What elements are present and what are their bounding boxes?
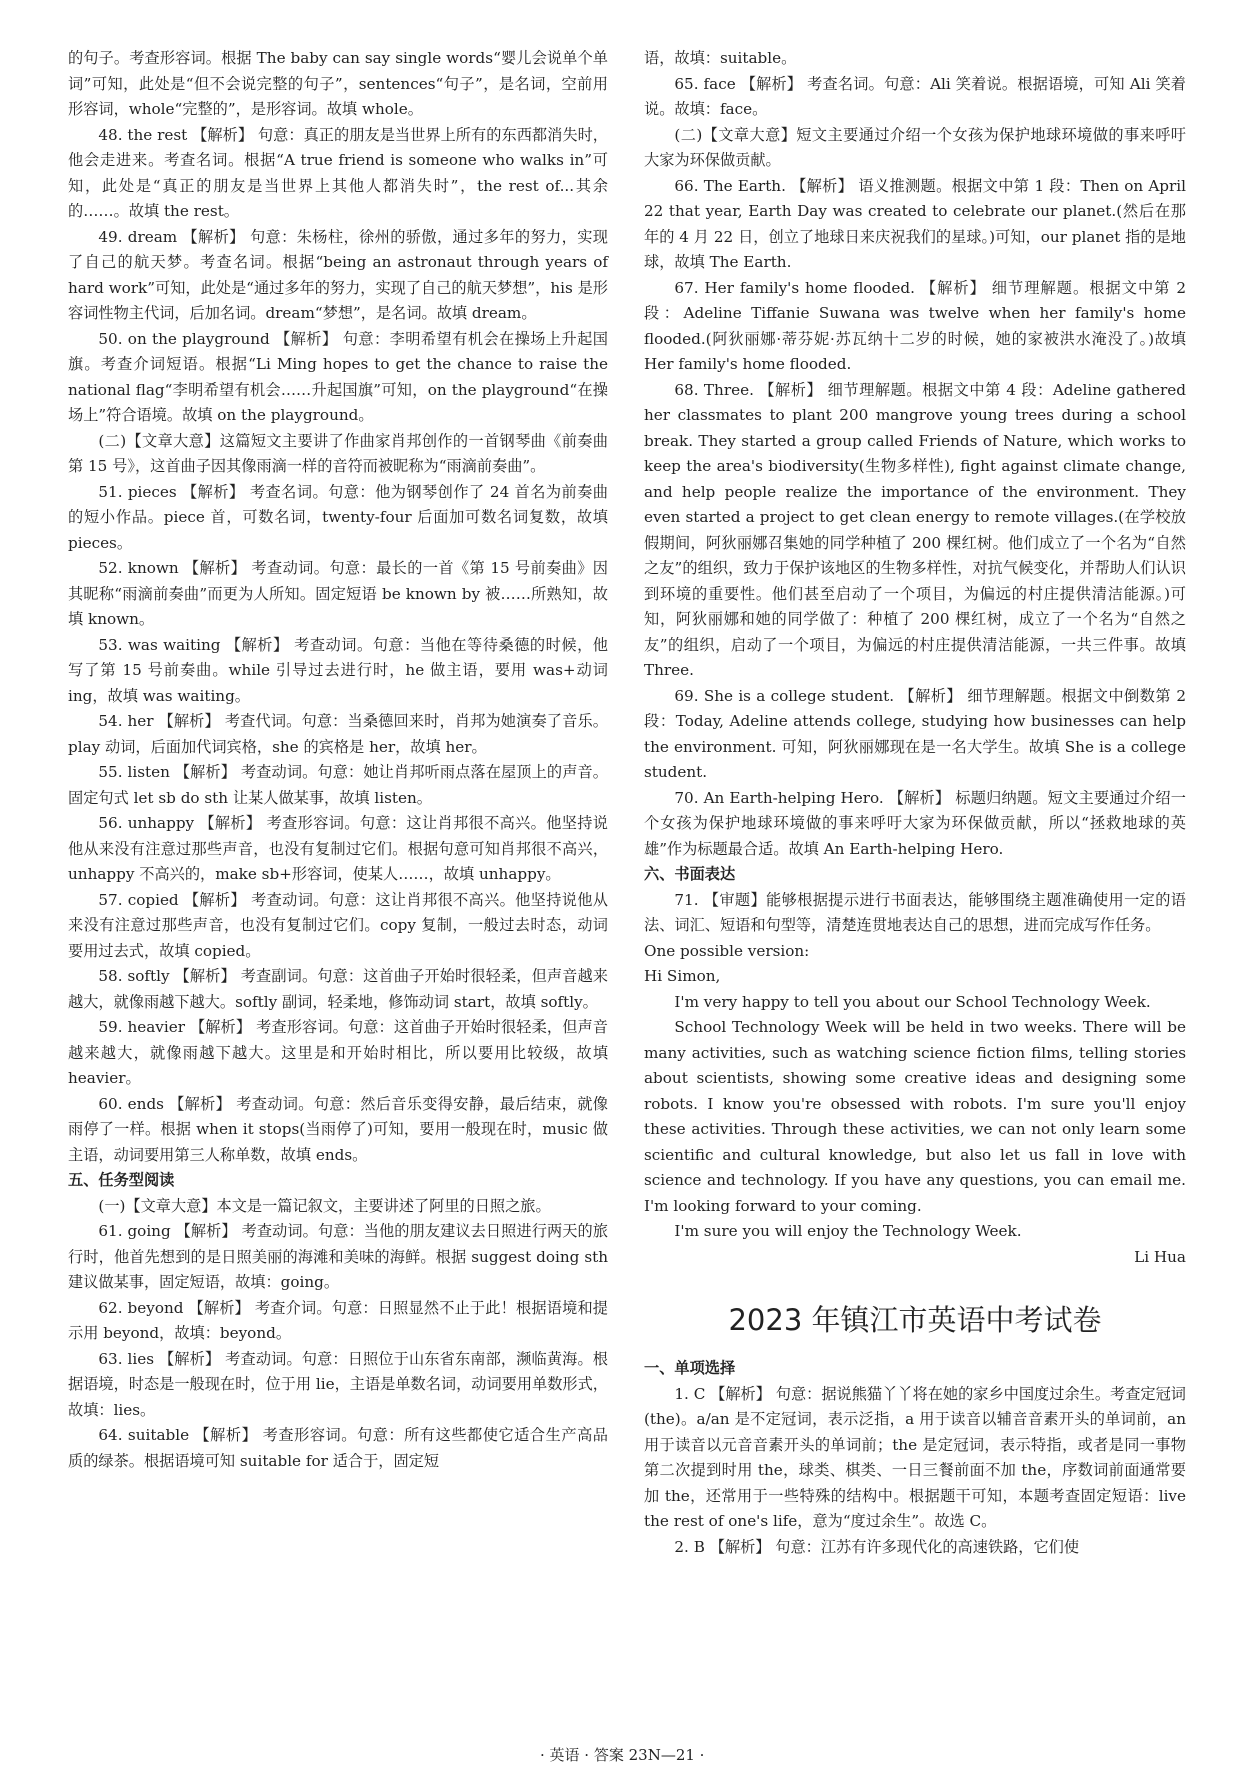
- answer-paragraph: 70. An Earth-helping Hero. 【解析】 标题归纳题。短文主要通过介绍一个女孩为保护地球环境做的事来呼吁大家为环保做贡献，所以“拯救地球的英雄”作为标题最合适。故填 An Earth-helping Hero.: [644, 788, 1186, 858]
- section-heading: 五、任务型阅读: [68, 1171, 175, 1189]
- answer-paragraph: 50. on the playground 【解析】 句意：李明希望有机会在操场上升起国旗。考查介词短语。根据“Li Ming hopes to get the chance to raise the national flag“李明希望有机会……升起国旗”可知，on the playground“在操场上”符合语境。故填 on the playground。: [68, 329, 608, 424]
- answer-paragraph: 62. beyond 【解析】 考查介词。句意：日照显然不止于此！根据语境和提示用 beyond，故填：beyond。: [68, 1298, 608, 1342]
- answer-paragraph: 56. unhappy 【解析】 考查形容词。句意：这让肖邦很不高兴。他坚持说他从来没有注意过那些声音，也没有复制过它们。根据句意可知肖邦很不高兴，unhappy 不高兴的，make sb+形容词，使某人……，故填 unhappy。: [68, 814, 608, 883]
- answer-paragraph: 68. Three. 【解析】 细节理解题。根据文中第 4 段：Adeline gathered her classmates to plant 200 mangrove young trees during a school break. They started a group called Friends of Nature, which works to keep the area's biodiversity(生物多样性), fight against climate change, and help people realize the importance of the environment. They even started a project to get clean energy to remote villages.(在学校放假期间，阿狄丽娜召集她的同学种植了 200 棵红树。他们成立了一个名为“自然之友”的组织，致力于保护该地区的生物多样性，对抗气候变化，并帮助人们认识到环境的重要性。他们甚至启动了一个项目，为偏远的村庄提供清洁能源。)可知，阿狄丽娜和她的同学做了：种植了 200 棵红树，成立了一个名为“自然之友”的组织，启动了一个项目，为偏远的村庄提供清洁能源，一共三件事。故填 Three.: [644, 380, 1186, 679]
- answer-paragraph: 66. The Earth. 【解析】 语义推测题。根据文中第 1 段：Then on April 22 that year, Earth Day was created to celebrate our planet.(然后在那年的 4 月 22 日，创立了地球日来庆祝我们的星球。)可知，our planet 指的是地球，故填 The Earth.: [644, 176, 1186, 271]
- answer-paragraph: 51. pieces 【解析】 考查名词。句意：他为钢琴创作了 24 首名为前奏曲的短小作品。piece 首，可数名词，twenty-four 后面加可数名词复数，故填 pieces。: [68, 482, 608, 552]
- answer-paragraph: 1. C 【解析】 句意：据说熊猫丫丫将在她的家乡中国度过余生。考查定冠词(the)。a/an 是不定冠词，表示泛指，a 用于读音以辅音音素开头的单词前，an 用于读音以元音音素开头的单词前；the 是定冠词，表示特指，或者是同一事物第二次提到时用 the，球类、棋类、一日三餐前面不加 the，序数词前面通常要加 the，还常用于一些特殊的结构中。根据题干可知，本题考查固定短语：live the rest of one's life，意为“度过余生”。故选 C。: [644, 1384, 1186, 1530]
- answer-paragraph: 48. the rest 【解析】 句意：真正的朋友是当世界上所有的东西都消失时，他会走进来。考查名词。根据“A true friend is someone who walks in”可知，此处是“真正的朋友是当世界上其他人都消失时”，the rest of...其余的……。故填 the rest。: [68, 125, 608, 220]
- answer-paragraph: 65. face 【解析】 考查名词。句意：Ali 笑着说。根据语境，可知 Ali 笑着说。故填：face。: [644, 74, 1186, 118]
- answer-paragraph: I'm sure you will enjoy the Technology Week.: [674, 1222, 1022, 1240]
- answer-paragraph: 54. her 【解析】 考查代词。句意：当桑德回来时，肖邦为她演奏了音乐。play 动词，后面加代词宾格，she 的宾格是 her，故填 her。: [68, 712, 608, 756]
- answer-paragraph: School Technology Week will be held in two weeks. There will be many activities, such as watching science fiction films, telling stories about scientists, showing some creative ideas and designing some robots. I know you're obsessed with robots. I'm sure you'll enjoy these activities. Through these activities, we can not only learn some scientific and cultural knowledge, but also let us fall in love with science and technology. If you have any questions, you can email me. I'm looking forward to your coming.: [644, 1018, 1186, 1215]
- exam-title: 2023 年镇江市英语中考试卷: [728, 1303, 1102, 1337]
- answer-paragraph: 2. B 【解析】 句意：江苏有许多现代化的高速铁路，它们使: [674, 1537, 1080, 1556]
- text-paragraph: Hi Simon,: [644, 967, 721, 985]
- section-heading: 六、书面表达: [644, 865, 736, 883]
- text-paragraph: 的句子。考查形容词。根据 The baby can say single words“婴儿会说单个单词”可知，此处是“但不会说完整的句子”，sentences“句子”，是名词，空前用形容词，whole“完整的”，是形容词。故填 whole。: [68, 49, 608, 118]
- left-column: [68, 46, 608, 1474]
- answer-paragraph: 71. 【审题】能够根据提示进行书面表达，能够围绕主题准确使用一定的语法、词汇、短语和句型等，清楚连贯地表达自己的思想，进而完成写作任务。: [644, 890, 1186, 934]
- answer-paragraph: 58. softly 【解析】 考查副词。句意：这首曲子开始时很轻柔，但声音越来越大，就像雨越下越大。softly 副词，轻柔地，修饰动词 start，故填 softly。: [68, 967, 608, 1011]
- answer-paragraph: (二)【文章大意】这篇短文主要讲了作曲家肖邦创作的一首钢琴曲《前奏曲第 15 号》，这首曲子因其像雨滴一样的音符而被昵称为“雨滴前奏曲”。: [68, 431, 608, 475]
- answer-paragraph: 63. lies 【解析】 考查动词。句意：日照位于山东省东南部，濒临黄海。根据语境，时态是一般现在时，位于用 lie，主语是单数名词，动词要用单数形式，故填：lies。: [68, 1349, 608, 1419]
- answer-paragraph: 59. heavier 【解析】 考查形容词。句意：这首曲子开始时很轻柔，但声音越来越大，就像雨越下越大。这里是和开始时相比，所以要用比较级，故填 heavier。: [68, 1018, 608, 1087]
- section-heading: 一、单项选择: [644, 1359, 736, 1377]
- answer-paragraph: 55. listen 【解析】 考查动词。句意：她让肖邦听雨点落在屋顶上的声音。固定句式 let sb do sth 让某人做某事，故填 listen。: [68, 763, 608, 807]
- answer-paragraph: 53. was waiting 【解析】 考查动词。句意：当他在等待桑德的时候，他写了第 15 号前奏曲。while 引导过去进行时，he 做主语，要用 was+动词 ing，故填 was waiting。: [68, 635, 608, 705]
- answer-paragraph: I'm very happy to tell you about our School Technology Week.: [674, 992, 1151, 1011]
- answer-paragraph: (二)【文章大意】短文主要通过介绍一个女孩为保护地球环境做的事来呼吁大家为环保做贡献。: [644, 125, 1186, 169]
- text-paragraph: 语，故填：suitable。: [644, 49, 797, 67]
- answer-paragraph: 67. Her family's home flooded. 【解析】 细节理解题。根据文中第 2 段：Adeline Tiffanie Suwana was twelve when her family's home flooded.(阿狄丽娜·蒂芬妮·苏瓦纳十二岁的时候，她的家被洪水淹没了。)故填 Her family's home flooded.: [644, 278, 1186, 373]
- answer-paragraph: 52. known 【解析】 考查动词。句意：最长的一首《第 15 号前奏曲》因其昵称“雨滴前奏曲”而更为人所知。固定短语 be known by 被……所熟知，故填 known。: [68, 559, 608, 628]
- letter-signature: Li Hua: [1134, 1247, 1186, 1266]
- answer-paragraph: (一)【文章大意】本文是一篇记叙文，主要讲述了阿里的日照之旅。: [98, 1196, 551, 1215]
- answer-paragraph: 69. She is a college student. 【解析】 细节理解题。根据文中倒数第 2 段：Today, Adeline attends college, studying how businesses can help the environment. 可知，阿狄丽娜现在是一名大学生。故填 She is a college student.: [644, 686, 1186, 781]
- answer-paragraph: 60. ends 【解析】 考查动词。句意：然后音乐变得安静，最后结束，就像雨停了一样。根据 when it stops(当雨停了)可知，要用一般现在时，music 做主语，动词要用第三人称单数，故填 ends。: [68, 1094, 608, 1164]
- answer-paragraph: 57. copied 【解析】 考查动词。句意：这让肖邦很不高兴。他坚持说他从来没有注意过那些声音，也没有复制过它们。copy 复制，一般过去时态，动词要用过去式，故填 copied。: [68, 890, 608, 960]
- text-paragraph: One possible version:: [644, 941, 810, 960]
- answer-paragraph: 64. suitable 【解析】 考查形容词。句意：所有这些都使它适合生产高品质的绿茶。根据语境可知 suitable for 适合于，固定短: [68, 1426, 608, 1470]
- answer-paragraph: 61. going 【解析】 考查动词。句意：当他的朋友建议去日照进行两天的旅行时，他首先想到的是日照美丽的海滩和美味的海鲜。根据 suggest doing sth 建议做某事，固定短语，故填：going。: [68, 1222, 608, 1291]
- answer-paragraph: 49. dream 【解析】 句意：朱杨柱，徐州的骄傲，通过多年的努力，实现了自己的航天梦。考查名词。根据“being an astronaut through years of hard work”可知，此处是“通过多年的努力，实现了自己的航天梦想”，his 是形容词性物主代词，后加名词。dream“梦想”，是名词。故填 dream。: [68, 227, 608, 322]
- right-column: [644, 46, 1186, 1560]
- page-footer: · 英语 · 答案 23N—21 ·: [540, 1746, 705, 1764]
